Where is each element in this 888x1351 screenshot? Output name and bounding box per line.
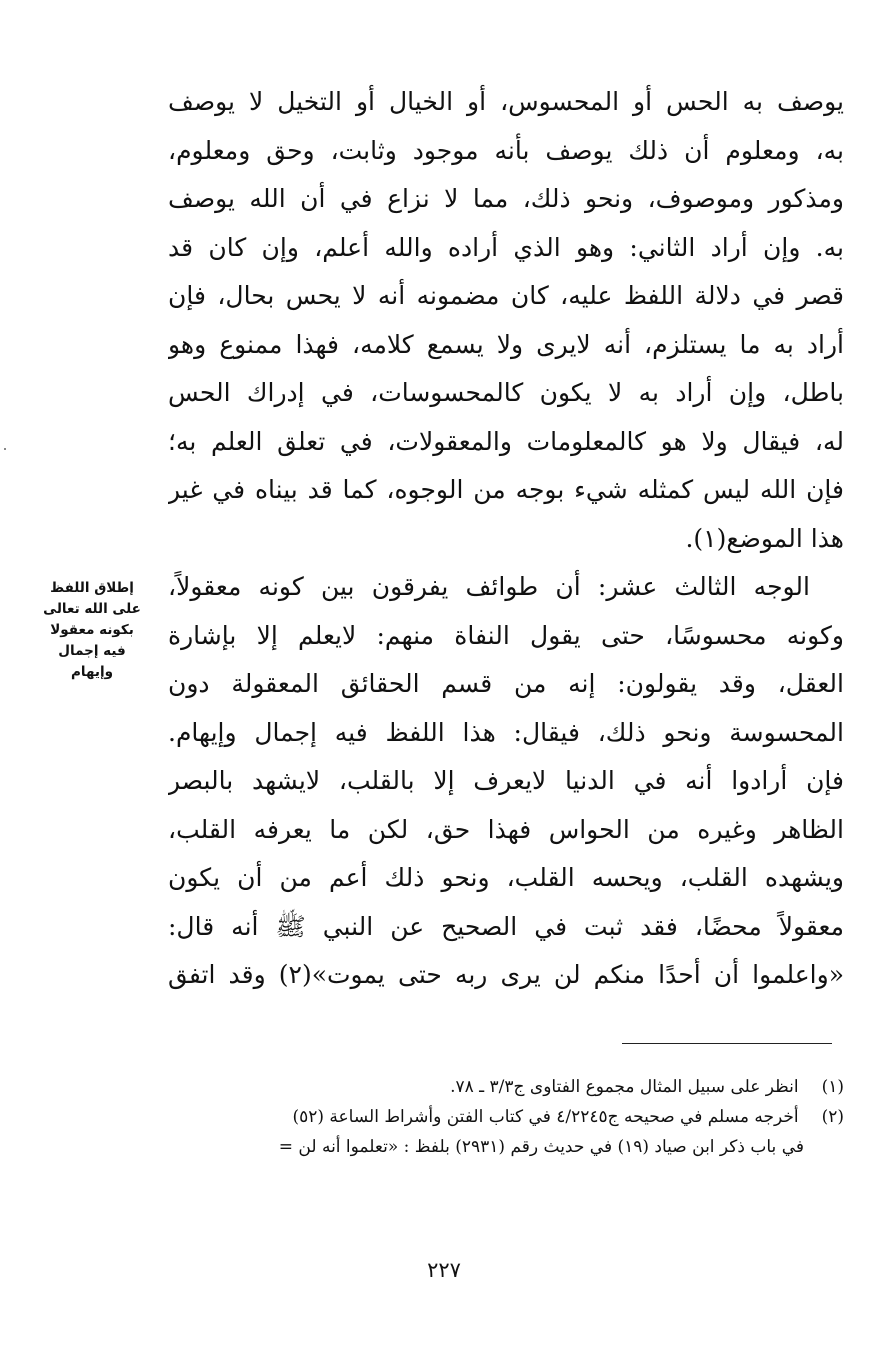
margin-note-line: وإيهام	[71, 664, 113, 680]
text-line: له، فيقال ولا هو كالمعلومات والمعقولات، في تعلق العلم به؛	[168, 426, 844, 456]
page-number: ٢٢٧	[427, 1258, 461, 1282]
margin-note-line: إطلاق اللفظ	[50, 580, 134, 596]
text-line: ومذكور وموصوف، ونحو ذلك، مما لا نزاع في أن الله يوصف	[168, 184, 844, 213]
text-line: وكونه محسوسًا، حتى يقول النفاة منهم: لايعلم إلا بإشارة	[168, 620, 844, 650]
text-line: فإن الله ليس كمثله شيء بوجه من الوجوه، كما قد بيناه في غير	[168, 475, 844, 504]
text-line: الظاهر وغيره من الحواس فهذا حق، لكن ما يعرفه القلب،	[168, 814, 844, 844]
text-line: به، ومعلوم أن ذلك يوصف بأنه موجود وثابت، وحق ومعلوم،	[168, 135, 844, 165]
text-line: به. وإن أراد الثاني: وهو الذي أراده والله أعلم، وإن كان قد	[168, 232, 844, 262]
text-line: العقل، وقد يقولون: إنه من قسم الحقائق المعقولة دون	[168, 669, 844, 698]
text-line: معقولاً محضًا، فقد ثبت في الصحيح عن النبي ﷺ أنه قال:	[168, 911, 844, 941]
footnote-1	[160, 1072, 844, 1102]
margin-note-line: فيه إجمال	[58, 643, 126, 659]
footnote-text: انظر على سبيل المثال مجموع الفتاوى ج٣/٣ ـ ٧٨.	[450, 1077, 799, 1097]
paragraph-start-line: الوجه الثالث عشر: أن طوائف يفرقون بين كونه معقولاً،	[168, 572, 810, 601]
text-line: أراد به ما يستلزم، أنه لايرى ولا يسمع كلامه، فهذا ممنوع وهو	[168, 329, 844, 359]
margin-note-line: على الله تعالى	[43, 601, 141, 617]
main-text-body	[168, 78, 844, 1000]
text-line: «واعلموا أن أحدًا منكم لن يرى ربه حتى يموت»(٢) وقد اتفق	[168, 960, 844, 989]
text-line: باطل، وإن أراد به لا يكون كالمحسوسات، في إدراك الحس	[168, 378, 844, 407]
footnote-2	[160, 1102, 844, 1132]
margin-note-line: بكونه معقولا	[50, 622, 134, 638]
footnote-number: (١)	[821, 1077, 844, 1097]
text-line: ويشهده القلب، ويحسه القلب، ونحو ذلك أعم من أن يكون	[168, 863, 844, 892]
footnote-2-continuation: في باب ذكر ابن صياد (١٩) في حديث رقم (٢٩٣١) بلفظ : «تعلموا أنه لن =	[278, 1137, 804, 1157]
text-line: قصر في دلالة اللفظ عليه، كان مضمونه أنه لا يحس بحال، فإن	[168, 281, 844, 310]
footnotes	[160, 1072, 844, 1162]
text-line: فإن أرادوا أنه في الدنيا لايعرف إلا بالقلب، لايشهد بالبصر	[168, 766, 844, 795]
footnote-divider	[622, 1043, 832, 1044]
text-line: يوصف به الحس أو المحسوس، أو الخيال أو التخيل لا يوصف	[168, 87, 844, 116]
scan-speck	[4, 448, 6, 450]
footnote-text: أخرجه مسلم في صحيحه ج٤/٢٢٤٥ في كتاب الفتن وأشراط الساعة (٥٢)	[292, 1107, 799, 1127]
margin-note	[36, 578, 148, 683]
footnote-number: (٢)	[821, 1107, 844, 1127]
text-line: هذا الموضع(١).	[685, 523, 844, 553]
text-line: المحسوسة ونحو ذلك، فيقال: هذا اللفظ فيه إجمال وإيهام.	[168, 717, 844, 747]
